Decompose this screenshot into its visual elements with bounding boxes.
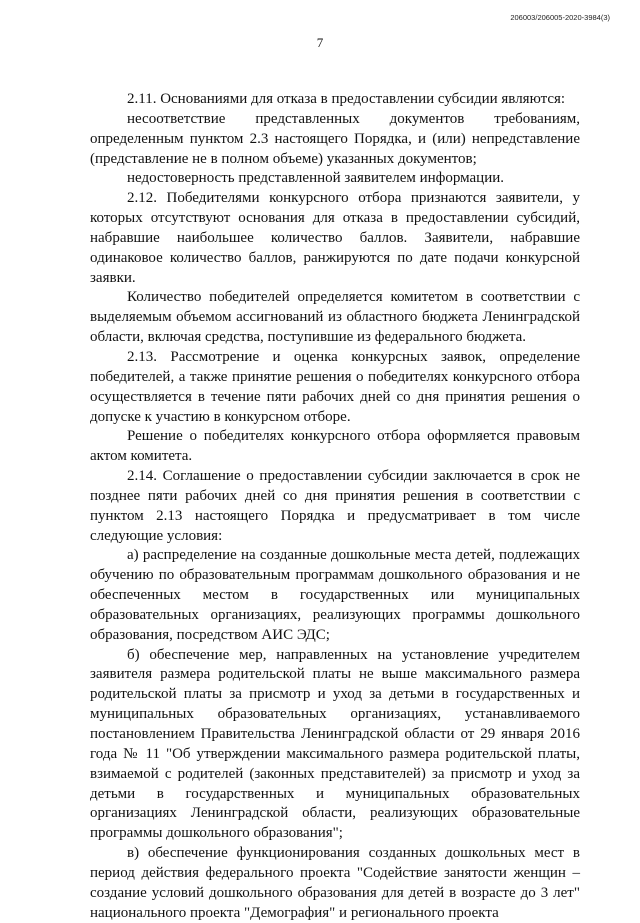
page-number: 7 <box>316 35 324 50</box>
paragraph-2-11-nonconformity: несоответствие представленных документов требованиям, определенным пунктом 2.3 настоящего Порядка, и (или) непредставление (представление не в полном объеме) указанных документов; <box>90 110 580 167</box>
paragraph-2-14-item-b: б) обеспечение мер, направленных на установление учредителем заявителя размера родительской платы не выше максимального размера родительской платы за присмотр и уход за детьми в государственных и муниципальных образовательных организациях, устанавливаемого постановлением Правительства Ленинградской области от 29 января 2016 года № 11 "Об утверждении максимального размера родительской платы, взимаемой с родителей (законных представителей) за присмотр и уход за детьми в государственных и муниципальных образовательных организациях Ленинградской области, реализующих образовательные программы дошкольного образования"; <box>90 646 580 842</box>
paragraph-2-12: 2.12. Победителями конкурсного отбора признаются заявители, у которых отсутствуют основания для отказа в предоставлении субсидий, набравшие наибольшее количество баллов. Заявители, набравшие одинаковое количество баллов, ранжируются по дате подачи конкурсной заявки. <box>90 190 580 286</box>
paragraph-2-14-item-c: в) обеспечение функционирования созданных дошкольных мест в период действия федерального проекта "Содействие занятости женщин – создание условий дошкольного образования для детей в возрасте до 3 лет" национального проекта "Демография" и регионального проекта <box>90 845 580 921</box>
document-body <box>90 90 580 923</box>
document-registration-number: 206003/206005-2020-3984(3) <box>510 13 610 22</box>
paragraph-2-14-item-a: а) распределение на созданные дошкольные места детей, подлежащих обучению по образовательным программам дошкольного образования и не обеспеченных местом в государственных или муниципальных образовательных организациях, реализующих программы дошкольного образования, посредством АИС ЭДС; <box>90 547 580 643</box>
paragraph-2-14: 2.14. Соглашение о предоставлении субсидии заключается в срок не позднее пяти рабочих дней со дня принятия решения в соответствии с пунктом 2.13 настоящего Порядка и предусматривает в том числе следующие условия: <box>90 468 580 544</box>
paragraph-2-12-winners-count: Количество победителей определяется комитетом в соответствии с выделяемым объемом ассигнований из областного бюджета Ленинградской области, включая средства, поступившие из федерального бюджета. <box>90 289 580 346</box>
paragraph-2-11-unreliable-info: недостоверность представленной заявителем информации. <box>127 170 505 187</box>
paragraph-2-13-decision: Решение о победителях конкурсного отбора оформляется правовым актом комитета. <box>90 428 580 465</box>
paragraph-2-13: 2.13. Рассмотрение и оценка конкурсных заявок, определение победителей, а также принятие решения о победителях конкурсного отбора осуществляется в течение пяти рабочих дней со дня принятия решения о допуске к участию в конкурсном отборе. <box>90 348 580 425</box>
paragraph-2-11-intro: 2.11. Основаниями для отказа в предоставлении субсидии являются: <box>127 91 566 107</box>
